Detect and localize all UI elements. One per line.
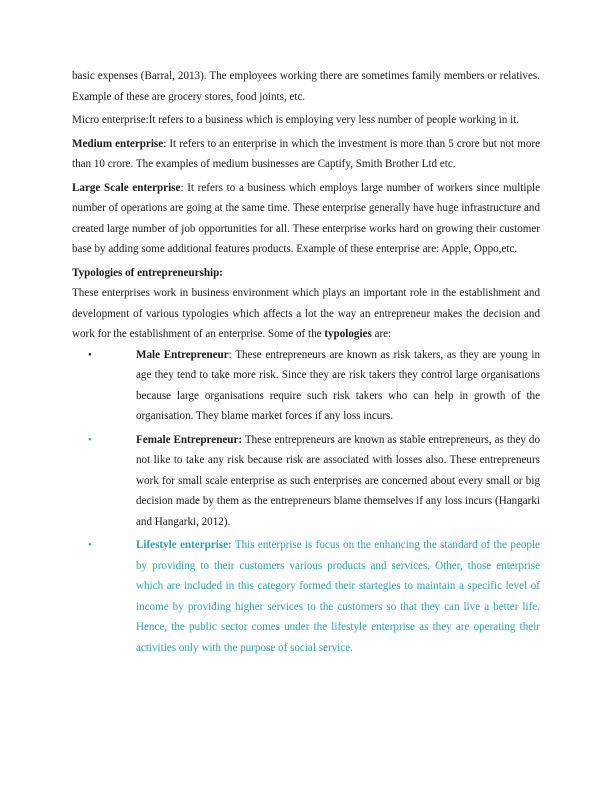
female-entrepreneur-text: These entrepreneurs are known as stable entrepreneurs, as they do not like to take any risk because risk are associated with losses also. These entrepreneurs work for small scale enterprise as such enterprises are concerned about every small or big decision made by them as the entrepreneurs blame themselves if any loss incurs (Hangarki and Hangarki, 2012).: [136, 433, 540, 528]
typologies-bold-word: typologies: [324, 328, 372, 340]
paragraph-typologies-intro: [72, 283, 540, 345]
paragraph-micro-enterprise: Micro enterprise:It refers to a business which is employing very less number of people working in it.: [72, 114, 520, 126]
typologies-intro-end: are:: [371, 328, 392, 340]
paragraph-basic-expenses: basic expenses (Barral, 2013). The employees working there are sometimes family members or relatives. Example of these are grocery stores, food joints, etc.: [72, 70, 540, 103]
male-entrepreneur-text: : These entrepreneurs are known as risk takers, as they are young in age they tend to take more risk. Since they are risk takers they control large organisations because large organisations require such risk takers who can help in growth of the organisation. They blame market forces if any loss incurs.: [136, 348, 540, 422]
typologies-heading: Typologies of entrepreneurship:: [72, 266, 223, 279]
bullet-icon: •: [88, 433, 92, 446]
large-scale-enterprise-label: Large Scale enterprise: [72, 181, 181, 194]
lifestyle-enterprise-label: Lifestyle enterprise:: [136, 539, 232, 551]
section-heading: [72, 263, 540, 284]
bullet-icon: •: [88, 539, 92, 551]
lifestyle-enterprise-text: This enterprise is focus on the enhancing the standard of the people by providing to their customers various products and services. Other, those enterprise which are included in this category formed their startegies to maintain a specific level of income by providing higher services to the customers so that they can live a better life. Hence, the public sector comes under the lifestyle enterprise as they are operating their activities only with the purpose of social service.: [136, 539, 540, 654]
document-page: [72, 66, 540, 661]
list-item-male-entrepreneur: [72, 345, 540, 427]
large-scale-enterprise-text: : It refers to a business which employs large number of workers since multiple number of operations are going at the same time. These enterprise generally have huge infrastructure and created large number of job opportunities for all. These enterprise works hard on growing their customer base by adding some additional features products. Example of these enterprise are: Apple, Oppo,etc.: [72, 181, 541, 255]
medium-enterprise-label: Medium enterprise: [72, 137, 164, 150]
list-item-female-entrepreneur: [72, 430, 540, 533]
typologies-intro-text: These enterprises work in business environment which plays an important role in the establishment and development of various typologies which affects a lot the way an entrepreneur makes the decision and work for the establishment of an enterprise. Some of the: [72, 287, 540, 340]
list-item-lifestyle-enterprise: [72, 535, 540, 658]
bullet-icon: •: [88, 348, 92, 361]
medium-enterprise-text: : It refers to an enterprise in which the investment is more than 5 crore but not more than 10 crore. The examples of medium businesses are Captify, Smith Brother Ltd etc.: [72, 137, 540, 170]
paragraph-large-scale-enterprise: [72, 178, 540, 260]
male-entrepreneur-label: Male Entrepreneur: [136, 348, 229, 361]
female-entrepreneur-label: Female Entrepreneur:: [136, 433, 243, 446]
paragraph-medium-enterprise: [72, 134, 540, 175]
typologies-list: [72, 345, 540, 659]
